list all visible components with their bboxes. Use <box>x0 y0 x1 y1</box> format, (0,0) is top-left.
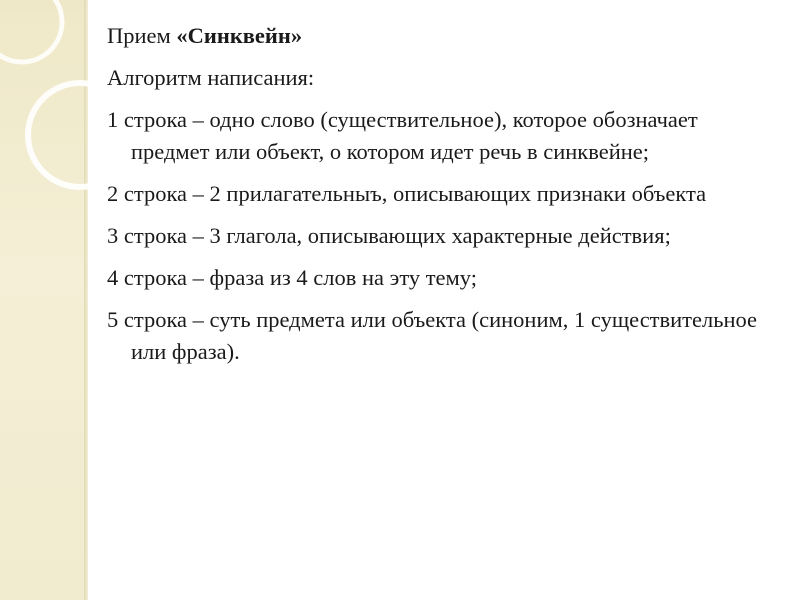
ring-small <box>0 0 62 62</box>
slide-heading <box>107 20 779 52</box>
algorithm-line-5: 5 строка – суть предмета или объекта (синоним, 1 существительное или фраза). <box>107 307 758 364</box>
slide-subheading: Алгоритм написания: <box>107 65 315 90</box>
decorative-rings-icon <box>0 0 120 260</box>
algorithm-line-4: 4 строка – фраза из 4 слов на эту тему; <box>107 265 477 290</box>
slide-content <box>107 20 779 378</box>
algorithm-line-3: 3 строка – 3 глагола, описывающих характерные действия; <box>107 223 671 248</box>
heading-name: «Синквейн» <box>176 23 303 48</box>
heading-prefix: Прием <box>107 23 177 48</box>
algorithm-line-1: 1 строка – одно слово (существительное), которое обозначает предмет или объект, о котором идет речь в синквейне; <box>107 107 698 164</box>
algorithm-line-2: 2 строка – 2 прилагательныъ, описывающих признаки объекта <box>107 181 707 206</box>
